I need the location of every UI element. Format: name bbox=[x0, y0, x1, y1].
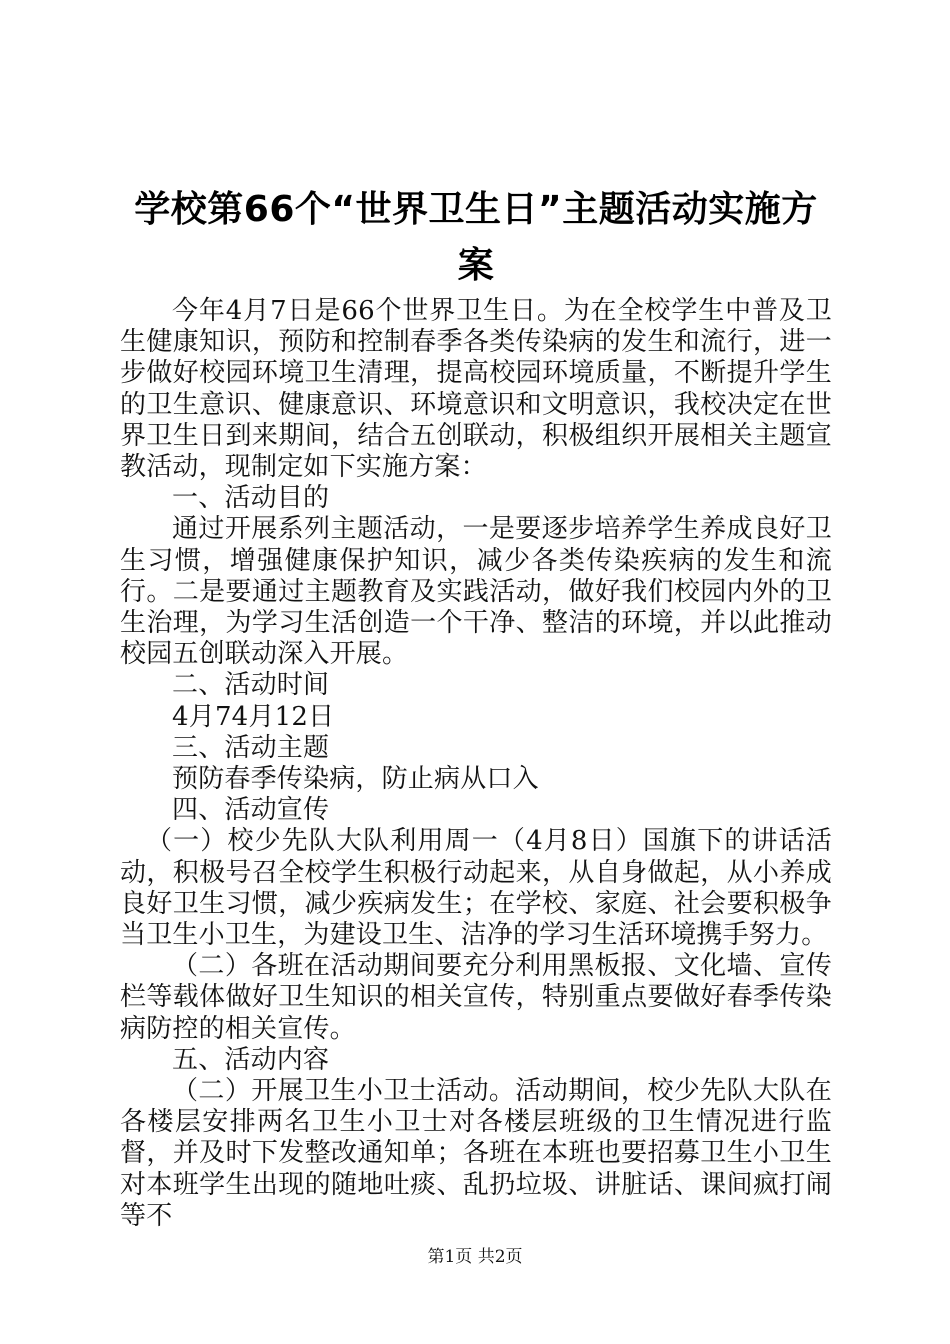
paragraph-content-1: （二）开展卫生小卫士活动。活动期间，校少先队大队在各楼层安排两名卫生小卫士对各楼层班级的卫生情况进行监督，并及时下发整改通知单；各班在本班也要招募卫生小卫生对本班学生出现的随地吐痰、乱扔垃圾、讲脏话、课间疯打闹等不 bbox=[120, 1076, 832, 1231]
page-footer: 第1页 共2页 bbox=[427, 1247, 523, 1267]
paragraph-intro: 今年4月7日是66个世界卫生日。为在全校学生中普及卫生健康知识，预防和控制春季各类传染病的发生和流行，进一步做好校园环境卫生清理，提高校园环境质量，不断提升学生的卫生意识、健康意识、环境意识和文明意识，我校决定在世界卫生日到来期间，结合五创联动，积极组织开展相关主题宣教活动，现制定如下实施方案： bbox=[120, 296, 832, 483]
paragraph-publicity-2: （二）各班在活动期间要充分利用黑板报、文化墙、宣传栏等载体做好卫生知识的相关宣传，特别重点要做好春季传染病防控的相关宣传。 bbox=[120, 951, 832, 1044]
section-heading-purpose: 一、活动目的 bbox=[172, 483, 330, 514]
section-heading-time: 二、活动时间 bbox=[172, 670, 330, 701]
paragraph-theme: 预防春季传染病，防止病从口入 bbox=[172, 764, 539, 795]
paragraph-purpose: 通过开展系列主题活动，一是要逐步培养学生养成良好卫生习惯，增强健康保护知识，减少各类传染疾病的发生和流行。二是要通过主题教育及实践活动，做好我们校园内外的卫生治理，为学习生活创造一个干净、整洁的环境，并以此推动校园五创联动深入开展。 bbox=[120, 514, 832, 670]
document-body bbox=[120, 296, 832, 1232]
section-heading-publicity: 四、活动宣传 bbox=[172, 795, 330, 826]
document-title: 学校第66个“世界卫生日”主题活动实施方案 bbox=[134, 189, 818, 286]
paragraph-publicity-1: （一）校少先队大队利用周一（4月8日）国旗下的讲话活动，积极号召全校学生积极行动起来，从自身做起，从小养成良好卫生习惯，减少疾病发生；在学校、家庭、社会要积极争当卫生小卫生，为建设卫生、洁净的学习生活环境携手努力。 bbox=[120, 826, 832, 951]
section-heading-content: 五、活动内容 bbox=[172, 1044, 330, 1075]
section-heading-theme: 三、活动主题 bbox=[172, 732, 330, 763]
paragraph-time: 4月74月12日 bbox=[172, 701, 335, 732]
